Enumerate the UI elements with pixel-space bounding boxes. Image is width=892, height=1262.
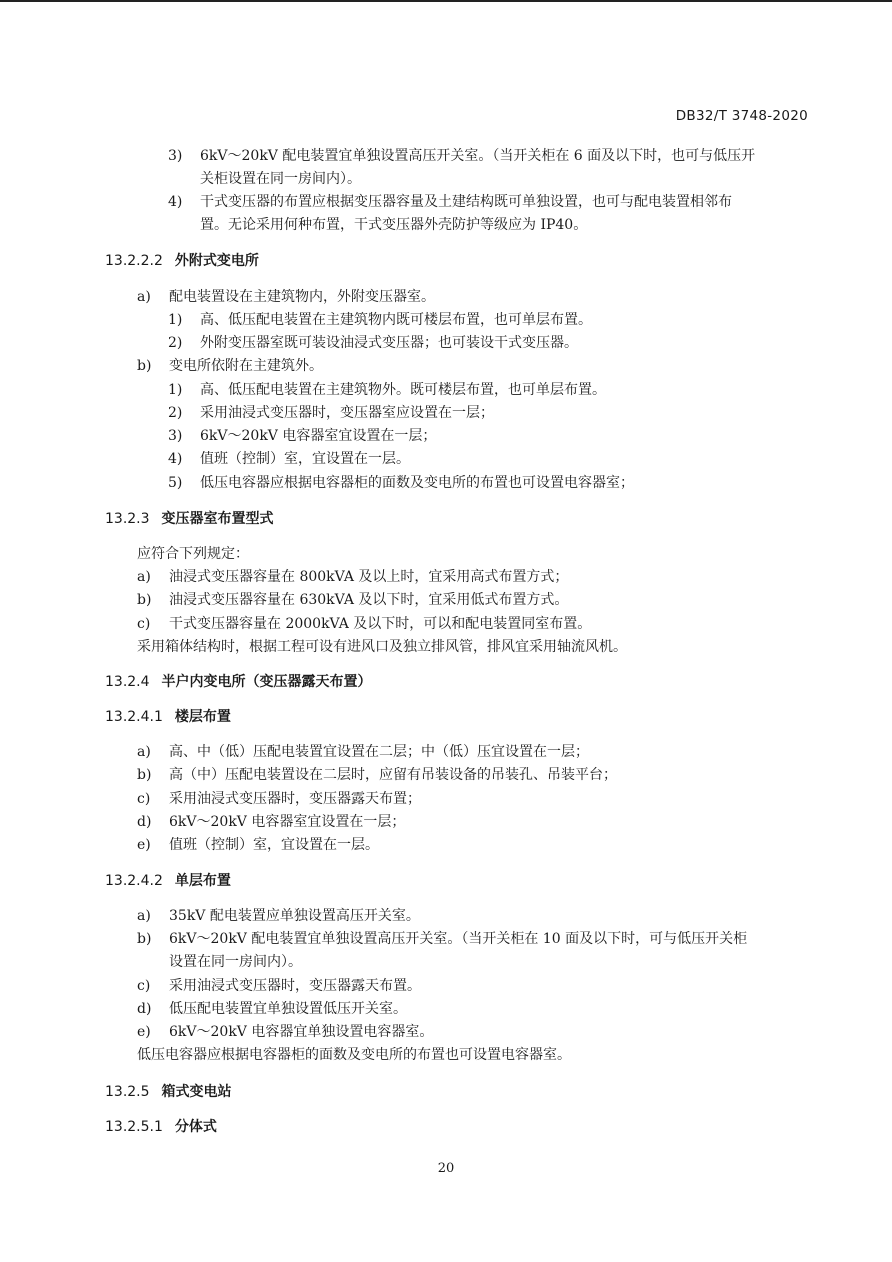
list-text-continuation: 设置在同一房间内）。 [169, 954, 302, 970]
list-item [137, 812, 405, 832]
list-text: 低压电容器应根据电容器柜的面数及变电所的布置也可设置电容器室； [200, 475, 634, 491]
list-marker: c) [137, 791, 151, 807]
section-heading-13-2-2-2 [105, 251, 259, 271]
section-heading-13-2-4-2 [105, 871, 231, 891]
list-marker: a) [137, 289, 151, 305]
list-text: 高、中（低）压配电装置宜设置在二层；中（低）压宜设置在一层； [169, 744, 589, 760]
section-title: 单层布置 [174, 873, 231, 889]
section-heading-13-2-3 [105, 509, 274, 529]
list-marker: e) [137, 1024, 151, 1040]
section-number: 13.2.2.2 [105, 253, 163, 269]
section-number: 13.2.4.1 [105, 709, 163, 725]
section-title: 楼层布置 [174, 709, 231, 725]
document-code: DB32/T 3748-2020 [675, 108, 808, 124]
list-text: 变电所依附在主建筑外。 [169, 358, 323, 374]
list-marker: 1) [168, 382, 183, 398]
list-marker: 5) [168, 475, 183, 491]
section-title: 变压器室布置型式 [161, 511, 274, 527]
paragraph: 低压电容器应根据电容器柜的面数及变电所的布置也可设置电容器室。 [137, 1047, 571, 1063]
list-item [137, 614, 591, 634]
list-text: 高、低压配电装置在主建筑物外。既可楼层布置，也可单层布置。 [200, 382, 606, 398]
list-marker: d) [137, 814, 152, 830]
section-number: 13.2.5 [105, 1084, 150, 1100]
list-text-continuation: 关柜设置在同一房间内）。 [200, 171, 361, 187]
section-title: 外附式变电所 [174, 253, 259, 269]
list-text: 高（中）压配电装置设在二层时，应留有吊装设备的吊装孔、吊装平台； [169, 767, 617, 783]
list-item [137, 999, 407, 1019]
list-item [168, 146, 755, 166]
list-text: 6kV～20kV 配电装置宜单独设置高压开关室。（当开关柜在 6 面及以下时，也可与低压开 [200, 148, 756, 164]
section-title: 箱式变电站 [161, 1084, 232, 1100]
list-item [137, 567, 568, 587]
list-text: 6kV～20kV 电容器宜单独设置电容器室。 [169, 1024, 434, 1040]
list-item [168, 192, 732, 212]
list-text: 干式变压器容量在 2000kVA 及以下时，可以和配电装置同室布置。 [169, 616, 592, 632]
section-heading-13-2-4 [105, 672, 372, 692]
list-marker: b) [137, 358, 152, 374]
section-number: 13.2.5.1 [105, 1119, 163, 1135]
list-text: 采用油浸式变压器时，变压器室应设置在一层； [200, 405, 494, 421]
list-text: 6kV～20kV 电容器室宜设置在一层； [200, 428, 437, 444]
list-marker: 2) [168, 405, 183, 421]
list-marker: 3) [168, 148, 183, 164]
list-item [168, 333, 578, 353]
list-item [168, 380, 606, 400]
list-marker: a) [137, 744, 151, 760]
list-marker: c) [137, 616, 151, 632]
list-marker: 1) [168, 312, 183, 328]
section-number: 13.2.3 [105, 511, 150, 527]
section-title: 分体式 [174, 1119, 217, 1135]
list-text: 6kV～20kV 电容器室宜设置在一层； [169, 814, 406, 830]
list-marker: 4) [168, 451, 183, 467]
list-text: 外附变压器室既可装设油浸式变压器；也可装设干式变压器。 [200, 335, 578, 351]
list-text: 值班（控制）室，宜设置在一层。 [200, 451, 410, 467]
list-text: 油浸式变压器容量在 800kVA 及以上时，宜采用高式布置方式； [169, 569, 569, 585]
list-item [168, 310, 592, 330]
list-item [137, 590, 568, 610]
list-marker: e) [137, 837, 151, 853]
list-text: 高、低压配电装置在主建筑物内既可楼层布置，也可单层布置。 [200, 312, 592, 328]
list-text: 6kV～20kV 配电装置宜单独设置高压开关室。（当开关柜在 10 面及以下时，可与低压开关柜 [169, 931, 748, 947]
list-item [168, 403, 494, 423]
list-marker: d) [137, 1001, 152, 1017]
section-number: 13.2.4.2 [105, 873, 163, 889]
list-marker: b) [137, 767, 152, 783]
list-marker: 2) [168, 335, 183, 351]
list-item [137, 929, 747, 949]
list-marker: b) [137, 592, 152, 608]
section-heading-13-2-4-1 [105, 707, 231, 727]
section-title: 半户内变电所（变压器露天布置） [161, 674, 372, 690]
list-text: 35kV 配电装置应单独设置高压开关室。 [169, 908, 420, 924]
page-number: 20 [437, 1161, 455, 1176]
top-border-rule [0, 0, 892, 2]
list-item [137, 765, 617, 785]
list-text: 采用油浸式变压器时，变压器露天布置。 [169, 978, 421, 994]
list-marker: 3) [168, 428, 183, 444]
list-text: 干式变压器的布置应根据变压器容量及土建结构既可单独设置，也可与配电装置相邻布 [200, 194, 732, 210]
list-text: 配电装置设在主建筑物内，外附变压器室。 [169, 289, 435, 305]
list-item [137, 976, 421, 996]
list-marker: a) [137, 908, 151, 924]
list-marker: c) [137, 978, 151, 994]
list-item [137, 742, 589, 762]
list-item [137, 835, 379, 855]
list-marker: b) [137, 931, 152, 947]
list-item [168, 449, 410, 469]
list-item [168, 426, 436, 446]
list-text: 值班（控制）室，宜设置在一层。 [169, 837, 379, 853]
paragraph: 采用箱体结构时，根据工程可设有进风口及独立排风管，排风宜采用轴流风机。 [137, 639, 627, 655]
list-item [137, 1022, 433, 1042]
section-heading-13-2-5 [105, 1082, 232, 1102]
list-item [137, 789, 421, 809]
list-item [137, 356, 323, 376]
list-item [137, 906, 420, 926]
list-marker: 4) [168, 194, 183, 210]
list-item [137, 287, 435, 307]
list-text: 低压配电装置宜单独设置低压开关室。 [169, 1001, 407, 1017]
section-number: 13.2.4 [105, 674, 150, 690]
list-text-continuation: 置。无论采用何种布置，干式变压器外壳防护等级应为 IP40。 [200, 217, 588, 233]
list-item [168, 473, 634, 493]
list-text: 油浸式变压器容量在 630kVA 及以下时，宜采用低式布置方式。 [169, 592, 569, 608]
list-marker: a) [137, 569, 151, 585]
paragraph: 应符合下列规定： [137, 546, 249, 562]
section-heading-13-2-5-1 [105, 1117, 217, 1137]
list-text: 采用油浸式变压器时，变压器露天布置； [169, 791, 421, 807]
